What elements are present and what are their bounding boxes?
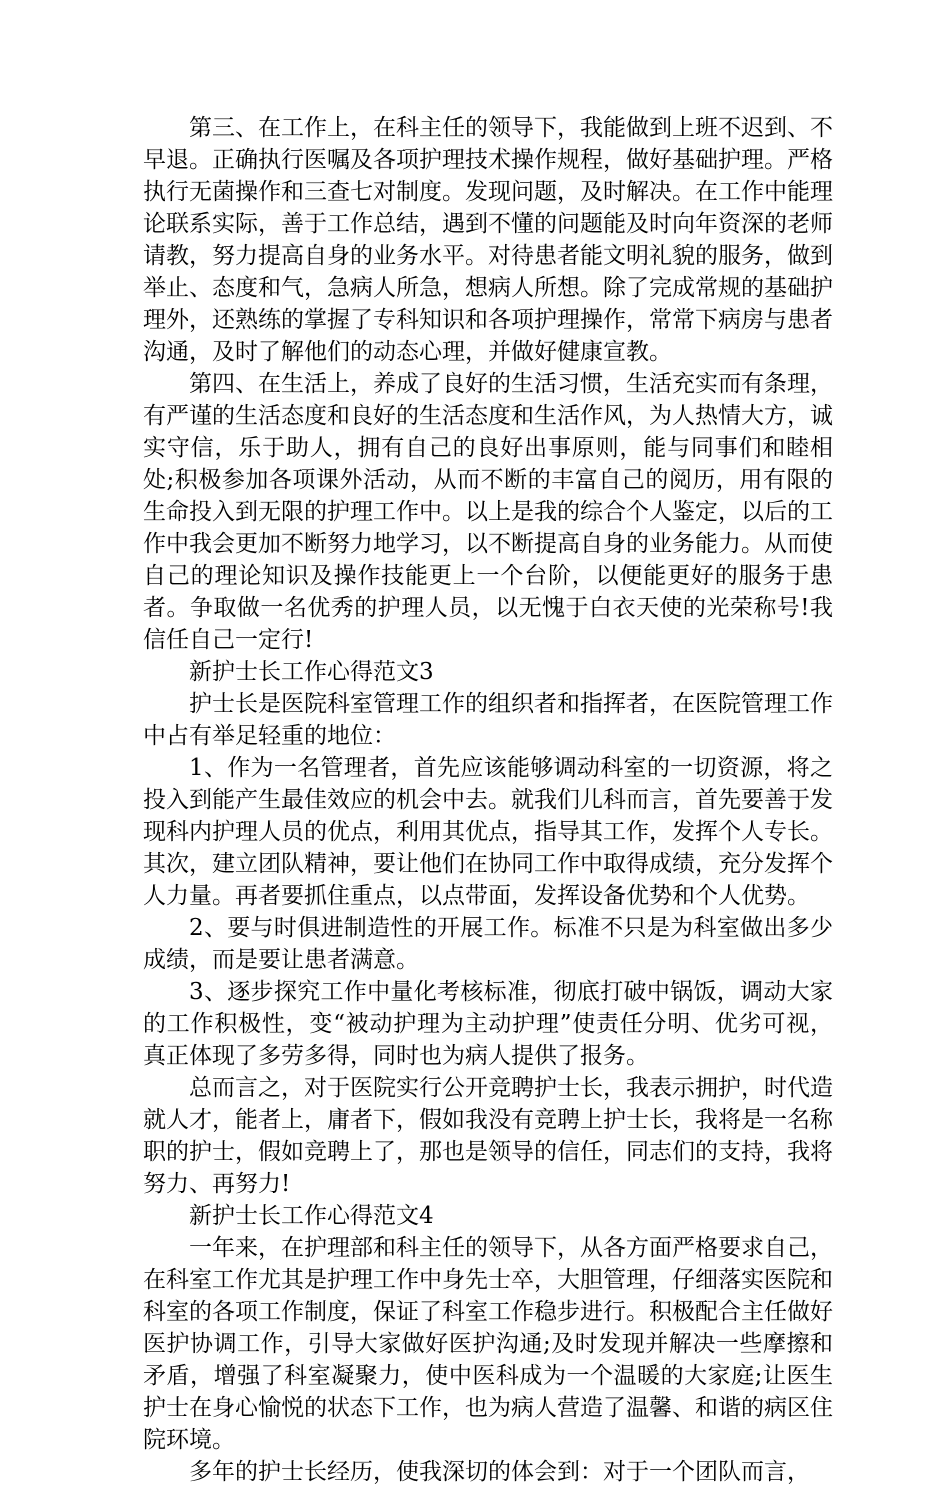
heading-essay-4: 新护士长工作心得范文4	[189, 1203, 434, 1229]
paragraph-conclusion-3: 总而言之，对于医院实行公开竞聘护士长，我表示拥护，时代造就人才，能者上，庸者下，假如我没有竞聘上护士长，我将是一名称职的护士，假如竞聘上了，那也是领导的信任，同志们的支持，我将努力、再努力!	[143, 1075, 833, 1197]
paragraph-point-3: 3、逐步探究工作中量化考核标准，彻底打破中锅饭，调动大家的工作积极性，变“被动护理为主动护理”使责任分明、优劣可视，真正体现了多劳多得，同时也为病人提供了报务。	[143, 979, 833, 1069]
paragraph-section-4: 第四、在生活上，养成了良好的生活习惯，生活充实而有条理，有严谨的生活态度和良好的生活态度和生活作风，为人热情大方，诚实守信，乐于助人，拥有自己的良好出事原则，能与同事们和睦相处;积极参加各项课外活动，从而不断的丰富自己的阅历，用有限的生命投入到无限的护理工作中。以上是我的综合个人鉴定，以后的工作中我会更加不断努力地学习，以不断提高自身的业务能力。从而使自己的理论知识及操作技能更上一个台阶，以便能更好的服务于患者。争取做一名优秀的护理人员，以无愧于白衣天使的光荣称号!我信任自己一定行!	[143, 371, 833, 653]
paragraph-experience: 多年的护士长经历，使我深切的体会到：对于一个团队而言，	[189, 1459, 810, 1485]
paragraph-point-1: 1、作为一名管理者，首先应该能够调动科室的一切资源，将之投入到能产生最佳效应的机会中去。就我们儿科而言，首先要善于发现科内护理人员的优点，利用其优点，指导其工作，发挥个人专长。其次，建立团队精神，要让他们在协同工作中取得成绩，充分发挥个人力量。再者要抓住重点，以点带面，发挥设备优势和个人优势。	[143, 755, 833, 909]
paragraph-section-3: 第三、在工作上，在科主任的领导下，我能做到上班不迟到、不早退。正确执行医嘱及各项护理技术操作规程，做好基础护理。严格执行无菌操作和三查七对制度。发现问题，及时解决。在工作中能理论联系实际，善于工作总结，遇到不懂的问题能及时向年资深的老师请教，努力提高自身的业务水平。对待患者能文明礼貌的服务，做到举止、态度和气，急病人所急，想病人所想。除了完成常规的基础护理外，还熟练的掌握了专科知识和各项护理操作，常常下病房与患者沟通，及时了解他们的动态心理，并做好健康宣教。	[143, 115, 833, 365]
paragraph-intro-3: 护士长是医院科室管理工作的组织者和指挥者，在医院管理工作中占有举足轻重的地位：	[143, 691, 833, 749]
heading-essay-3: 新护士长工作心得范文3	[189, 659, 434, 685]
paragraph-year-review: 一年来，在护理部和科主任的领导下，从各方面严格要求自己，在科室工作尤其是护理工作中身先士卒，大胆管理，仔细落实医院和科室的各项工作制度，保证了科室工作稳步进行。积极配合主任做好医护协调工作，引导大家做好医护沟通;及时发现并解决一些摩擦和矛盾，增强了科室凝聚力，使中医科成为一个温暖的大家庭;让医生护士在身心愉悦的状态下工作，也为病人营造了温馨、和谐的病区住院环境。	[143, 1235, 833, 1453]
document-body	[143, 112, 833, 1488]
paragraph-point-2: 2、要与时俱进制造性的开展工作。标准不只是为科室做出多少成绩，而是要让患者满意。	[143, 915, 833, 973]
